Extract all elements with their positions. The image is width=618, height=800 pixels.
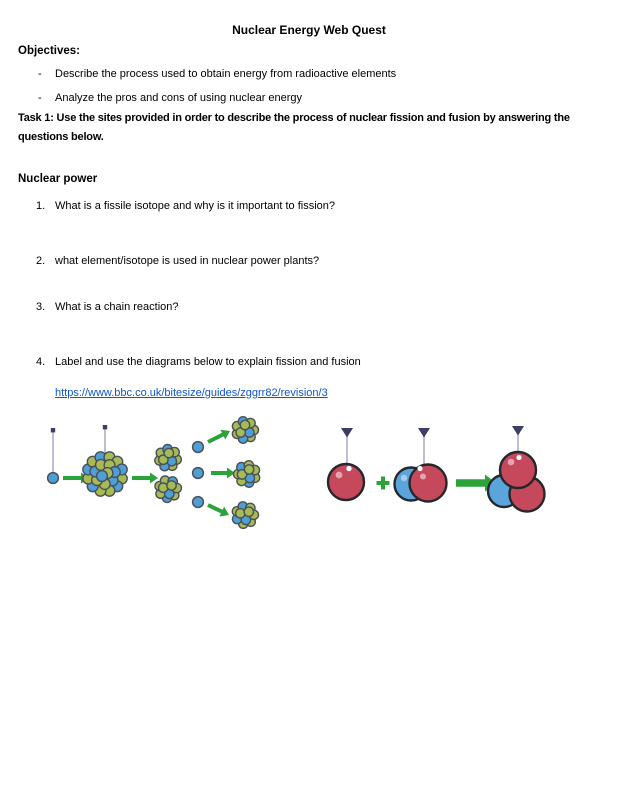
question-number: 4.	[36, 356, 46, 368]
fission-fusion-diagrams	[0, 410, 618, 560]
question-1	[36, 200, 335, 212]
objective-text: Describe the process used to obtain energy from radioactive elements	[55, 68, 397, 80]
question-text: What is a fissile isotope and why is it important to fission?	[55, 200, 336, 212]
bullet-marker: -	[38, 92, 42, 104]
question-number: 2.	[36, 255, 46, 267]
fission-diagram	[48, 417, 260, 529]
bullet-marker: -	[38, 68, 42, 80]
question-text: what element/isotope is used in nuclear power plants?	[55, 255, 320, 267]
objective-item	[38, 68, 396, 80]
fusion-diagram	[328, 426, 545, 512]
bbc-bitesize-link[interactable]: https://www.bbc.co.uk/bitesize/guides/zggrr82/revision/3	[55, 387, 328, 399]
question-number: 3.	[36, 301, 46, 313]
objective-text: Analyze the pros and cons of using nuclear energy	[55, 92, 303, 104]
page-title: Nuclear Energy Web Quest	[232, 23, 386, 37]
section-heading-nuclear-power: Nuclear power	[18, 173, 98, 185]
question-number: 1.	[36, 200, 46, 212]
question-2	[36, 255, 319, 267]
objectives-heading: Objectives:	[18, 45, 80, 57]
task-intro: Task 1: Use the sites provided in order to describe the process of nuclear fission and fusion by answering the questions below.	[18, 112, 570, 143]
question-3	[36, 301, 179, 313]
question-text: Label and use the diagrams below to explain fission and fusion	[55, 356, 361, 368]
question-4	[36, 356, 361, 368]
question-text: What is a chain reaction?	[55, 301, 179, 313]
objective-item	[38, 92, 302, 104]
